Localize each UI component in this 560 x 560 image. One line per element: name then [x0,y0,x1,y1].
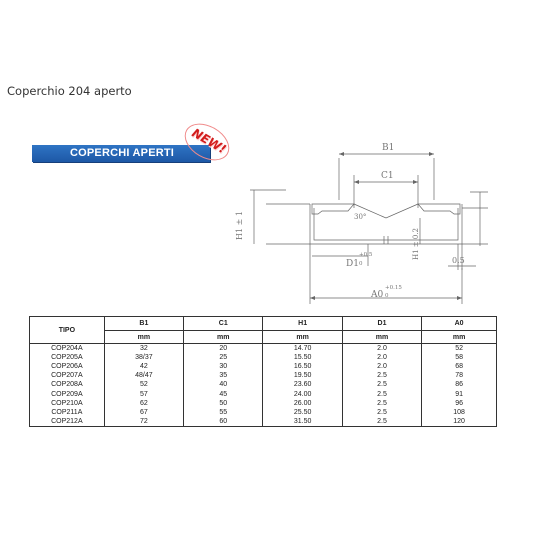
table-cell: 91 [422,389,497,398]
table-cell: 2.5 [342,417,421,427]
table-cell: 25.50 [263,408,342,417]
banner-label: COPERCHI APERTI [70,147,175,159]
table-cell: 30 [184,362,263,371]
unit-a0: mm [422,331,497,344]
col-tipo: TIPO [30,317,105,344]
label-h1: H1 ± 1 [235,211,244,240]
table-cell: 52 [422,344,497,354]
cover-right-lip [418,204,460,214]
table-cell: COP207A [30,371,105,380]
table-cell: 60 [184,417,263,427]
table-cell: 62 [104,399,183,408]
table-row [30,362,497,371]
table-cell: 108 [422,408,497,417]
table-cell: 23.60 [263,380,342,389]
table-cell: 25 [184,353,263,362]
table-cell: COP209A [30,389,105,398]
label-angle: 30° [354,213,367,221]
table-row [30,399,497,408]
table-cell: 2.5 [342,371,421,380]
table-cell: 24.00 [263,389,342,398]
label-d1-tol-up: +0.5 [359,252,373,258]
table-row [30,417,497,427]
unit-h1: mm [263,331,342,344]
table-cell: 67 [104,408,183,417]
technical-drawing [226,128,496,306]
col-d1: D1 [342,317,421,331]
table-cell: COP211A [30,408,105,417]
label-a0: A0 [371,290,384,300]
spec-table-body [30,344,497,427]
table-cell: 86 [422,380,497,389]
unit-c1: mm [184,331,263,344]
table-cell: 78 [422,371,497,380]
unit-b1: mm [104,331,183,344]
table-cell: 38/37 [104,353,183,362]
table-cell: 16.50 [263,362,342,371]
col-h1: H1 [263,317,342,331]
table-row [30,371,497,380]
unit-d1: mm [342,331,421,344]
table-cell: COP205A [30,353,105,362]
table-row [30,344,497,354]
table-cell: COP210A [30,399,105,408]
table-cell: 45 [184,389,263,398]
label-c1: C1 [381,171,394,181]
table-row [30,353,497,362]
table-cell: 2.5 [342,408,421,417]
table-row [30,408,497,417]
table-cell: 2.0 [342,344,421,354]
table-cell: 15.50 [263,353,342,362]
col-a0: A0 [422,317,497,331]
table-row [30,389,497,398]
table-cell: 14.70 [263,344,342,354]
table-cell: 2.5 [342,399,421,408]
table-cell: 50 [184,399,263,408]
label-thickness: 0.5 [452,256,465,265]
section-banner [32,145,210,162]
cover-inner-wall [314,208,458,240]
cover-left-lip [312,204,354,214]
label-d1-tol-dn: 0 [359,261,363,267]
table-cell: 68 [422,362,497,371]
table-cell: 2.0 [342,353,421,362]
label-d1: D1 [346,259,359,269]
label-a0-tol-up: +0.15 [385,285,402,291]
table-cell: 35 [184,371,263,380]
table-cell: 120 [422,417,497,427]
table-cell: COP212A [30,417,105,427]
table-cell: 2.5 [342,389,421,398]
table-cell: 57 [104,389,183,398]
table-cell: 40 [184,380,263,389]
table-cell: 31.50 [263,417,342,427]
table-cell: 96 [422,399,497,408]
table-cell: COP208A [30,380,105,389]
table-cell: 55 [184,408,263,417]
table-cell: 48/47 [104,371,183,380]
table-cell: 2.0 [342,362,421,371]
col-c1: C1 [184,317,263,331]
table-row [30,380,497,389]
table-cell: 32 [104,344,183,354]
table-cell: 2.5 [342,380,421,389]
table-cell: 19.50 [263,371,342,380]
table-cell: COP204A [30,344,105,354]
label-h1-tol: H1 ± 0.2 [412,227,420,260]
table-cell: 20 [184,344,263,354]
col-b1: B1 [104,317,183,331]
cover-body [310,204,462,244]
table-cell: 52 [104,380,183,389]
spec-table [29,316,497,427]
label-b1: B1 [382,143,395,153]
table-cell: 72 [104,417,183,427]
table-cell: 26.00 [263,399,342,408]
table-cell: COP206A [30,362,105,371]
table-cell: 42 [104,362,183,371]
label-a0-tol-dn: 0 [385,293,389,299]
table-cell: 58 [422,353,497,362]
new-badge: NEW! [189,125,229,157]
page-title: Coperchio 204 aperto [7,84,132,98]
